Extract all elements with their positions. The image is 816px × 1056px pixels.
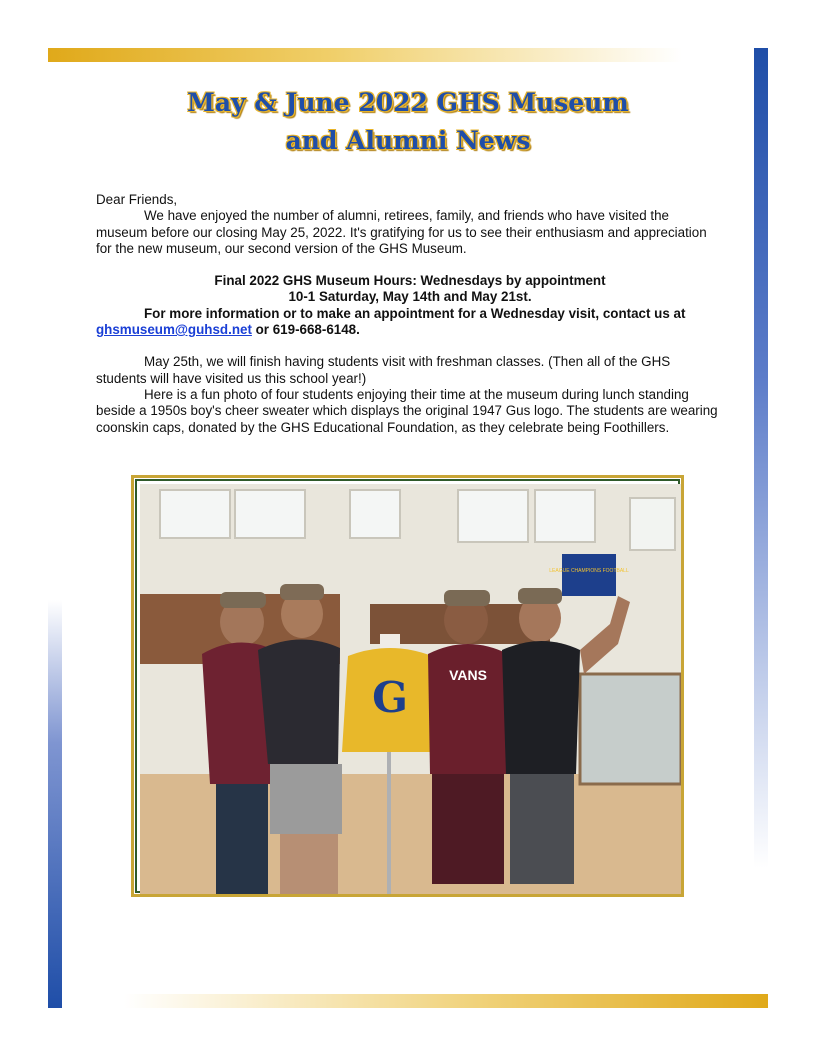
left-blue-bar xyxy=(48,600,62,1008)
hours-line-1: Final 2022 GHS Museum Hours: Wednesdays by appointment xyxy=(214,273,606,289)
contact-prefix: For more information or to make an appointment for a Wednesday visit, contact us at xyxy=(144,305,686,321)
student-photo-frame xyxy=(131,475,684,897)
letter-body xyxy=(96,192,724,436)
paragraph-intro: We have enjoyed the number of alumni, retirees, family, and friends who have visited the museum before our closing May 25, 2022. It's gratifying for us to see their enthusiasm and appreciation for the new museum, our second version of the GHS Museum. xyxy=(96,208,707,256)
title-line-2: and Alumni News xyxy=(285,126,531,155)
top-gold-bar xyxy=(48,48,682,62)
shirt-text: VANS xyxy=(449,667,487,683)
greeting: Dear Friends, xyxy=(96,192,178,207)
champions-banner-text: LEAGUE CHAMPIONS FOOTBALL xyxy=(549,568,629,574)
bottom-gold-bar xyxy=(124,994,768,1008)
contact-paragraph xyxy=(96,306,724,339)
student-photo xyxy=(140,484,681,894)
title-line-1: May & June 2022 GHS Museum xyxy=(187,88,629,117)
sweater-letter: G xyxy=(372,673,408,722)
right-blue-bar xyxy=(754,48,768,868)
email-link[interactable]: ghsmuseum@guhsd.net xyxy=(96,322,252,338)
paragraph-freshman: May 25th, we will finish having students visit with freshman classes. (Then all of the GHS students will have visited us this school year!) xyxy=(96,354,671,386)
contact-suffix: or 619-668-6148. xyxy=(251,322,360,338)
champions-banner xyxy=(562,554,616,596)
newsletter-title xyxy=(96,84,720,160)
paragraph-photo-description: Here is a fun photo of four students enjoying their time at the museum during lunch standing beside a 1950s boy's cheer sweater which displays the original 1947 Gus logo. The students are wearing coonskin caps, donated by the GHS Educational Foundation, as they celebrate being Foothillers. xyxy=(96,386,718,435)
hours-line-2: 10-1 Saturday, May 14th and May 21st. xyxy=(288,289,532,305)
